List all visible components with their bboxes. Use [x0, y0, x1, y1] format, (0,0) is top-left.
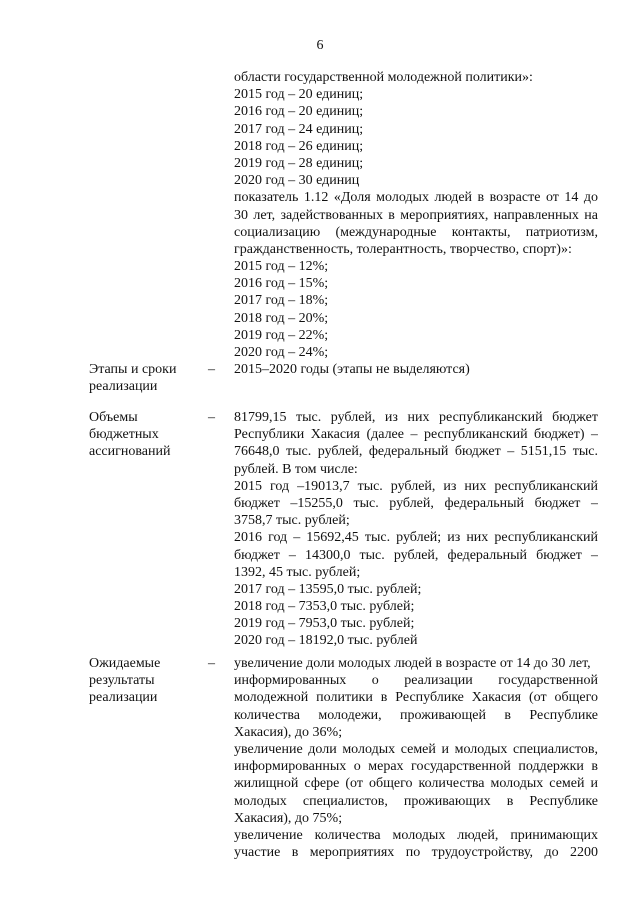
budget-content: [234, 409, 598, 650]
text-line: увеличение доли молодых людей в возрасте от 14 до 30 лет,: [234, 656, 591, 671]
budget-label: [89, 409, 204, 461]
text-line: информированных о реализации государственной: [234, 673, 598, 689]
text-line: 2019 год – 7953,0 тыс. рублей;: [234, 616, 415, 632]
text-line: 2018 год – 20%;: [234, 310, 329, 326]
text-line: 2017 год – 13595,0 тыс. рублей;: [234, 581, 422, 597]
text-line: области государственной молодежной политики»:: [234, 70, 533, 85]
indicators-content: [234, 69, 598, 361]
text-line: 2016 год – 15%;: [234, 276, 329, 292]
text-line: Хакасия), до 75%;: [234, 810, 343, 826]
text-line: Республики Хакасия (далее – республиканский бюджет) –: [234, 427, 598, 443]
label-line: Ожидаемые: [89, 656, 161, 671]
text-line: Хакасия), до 36%;: [234, 724, 343, 740]
text-line: 2017 год – 18%;: [234, 293, 329, 309]
row-dash: –: [208, 410, 215, 425]
label-line: Этапы и сроки: [89, 362, 177, 377]
stages-content: [234, 361, 598, 378]
label-line: результаты: [89, 673, 155, 689]
text-line: 2015 год –19013,7 тыс. рублей, из них республиканский: [234, 478, 598, 494]
text-line: молодежной политики в Республике Хакасия (от общего: [234, 690, 598, 706]
text-line: 2016 год – 15692,45 тыс. рублей; из них республиканский: [234, 530, 598, 546]
text-line: бюджет – 14300,0 тыс. рублей, федеральный бюджет –: [234, 547, 598, 563]
text-line: 2019 год – 28 единиц;: [234, 155, 364, 171]
row-dash: –: [208, 656, 215, 671]
text-line: участие в мероприятиях по трудоустройству, до 2200: [234, 845, 598, 861]
text-line: гражданственность, толерантность, творчество, спорт)»:: [234, 241, 572, 257]
label-line: реализации: [89, 379, 158, 395]
label-line: ассигнований: [89, 444, 171, 460]
label-line: Объемы: [89, 410, 138, 425]
text-line: количества молодежи, проживающей в Республике: [234, 707, 598, 723]
text-line: 2018 год – 7353,0 тыс. рублей;: [234, 599, 415, 615]
text-line: 3758,7 тыс. рублей;: [234, 513, 350, 529]
page-number: 6: [316, 38, 324, 53]
text-line: показатель 1.12 «Доля молодых людей в возрасте от 14 до: [234, 190, 598, 206]
text-line: 2017 год – 24 единиц;: [234, 121, 364, 137]
text-line: 2015 год – 12%;: [234, 259, 329, 275]
text-line: 2020 год – 30 единиц: [234, 173, 360, 189]
text-line: 30 лет, задействованных в мероприятиях, направленных на: [234, 207, 598, 223]
text-line: социализацию (международные контакты, патриотизм,: [234, 224, 598, 240]
text-line: 81799,15 тыс. рублей, из них республиканский бюджет: [234, 410, 598, 425]
text-line: рублей. В том числе:: [234, 461, 358, 477]
text-line: увеличение доли молодых семей и молодых специалистов,: [234, 741, 598, 757]
text-line: 1392, 45 тыс. рублей;: [234, 564, 361, 580]
stages-label: [89, 361, 204, 395]
row-dash: –: [208, 362, 215, 377]
text-line: 2020 год – 24%;: [234, 345, 329, 360]
text-line: 2015–2020 годы (этапы не выделяются): [234, 362, 470, 377]
text-line: молодых специалистов, проживающих в Республике: [234, 793, 598, 809]
text-line: увеличение количества молодых людей, принимающих: [234, 827, 598, 843]
label-line: реализации: [89, 690, 158, 706]
text-line: 76648,0 тыс. рублей, федеральный бюджет – 5151,15 тыс.: [234, 444, 598, 460]
text-line: 2015 год – 20 единиц;: [234, 87, 364, 103]
text-line: информированных о мерах государственной поддержки в: [234, 759, 598, 775]
text-line: 2020 год – 18192,0 тыс. рублей: [234, 633, 418, 649]
text-line: бюджет –15255,0 тыс. рублей, федеральный бюджет –: [234, 495, 598, 511]
label-line: бюджетных: [89, 427, 159, 443]
text-line: 2016 год – 20 единиц;: [234, 104, 364, 120]
text-line: 2019 год – 22%;: [234, 327, 329, 343]
text-line: 2018 год – 26 единиц;: [234, 138, 364, 154]
results-label: [89, 655, 204, 707]
text-line: жилищной сфере (от общего количества молодых семей и: [234, 776, 598, 792]
results-content: [234, 655, 598, 861]
